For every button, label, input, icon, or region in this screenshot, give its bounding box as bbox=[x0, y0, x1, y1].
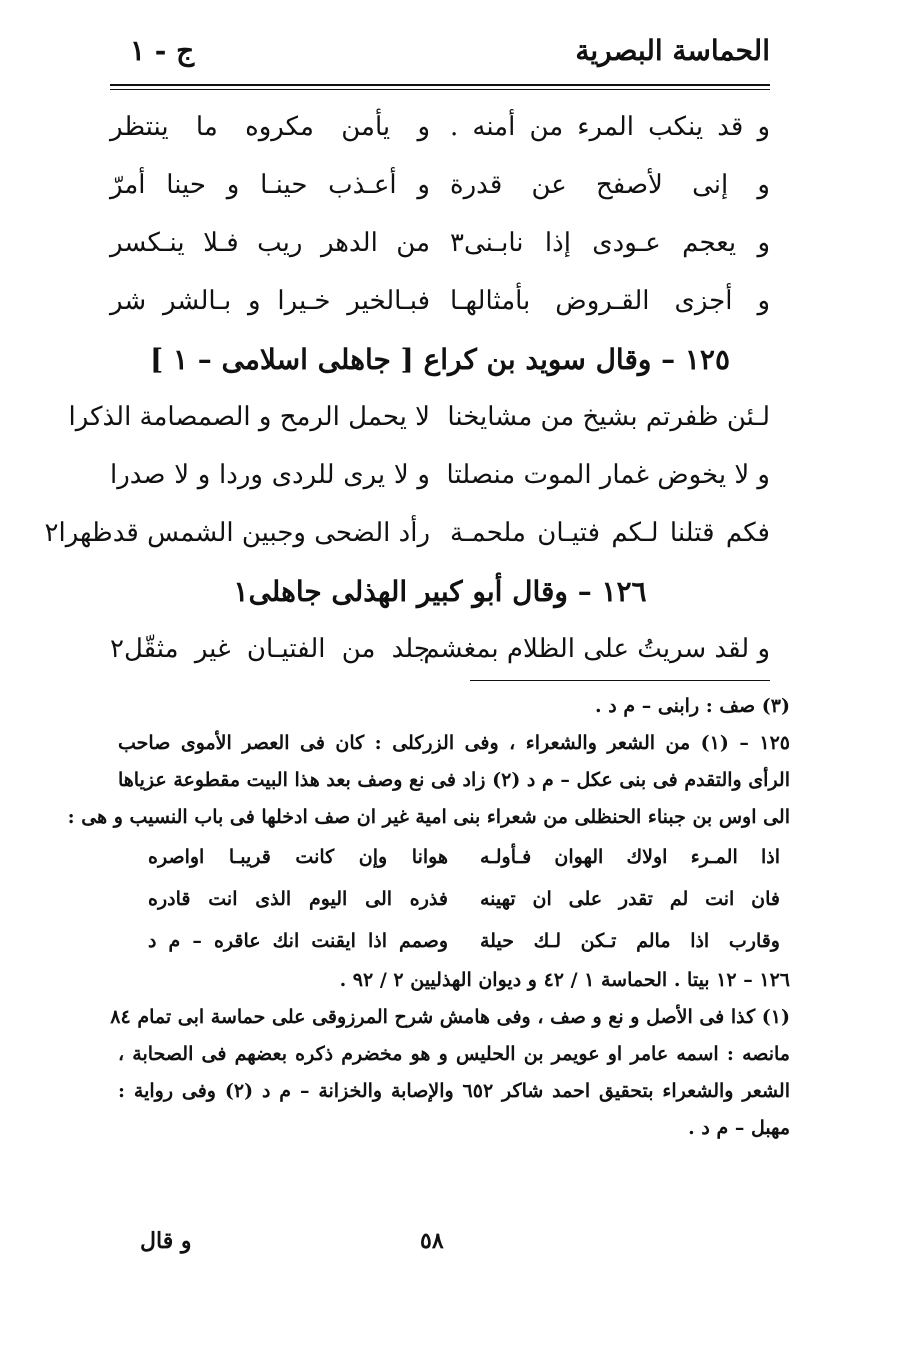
footnote-verse-second: وصمم اذا ايقنت انك عاقره – م د bbox=[148, 930, 448, 952]
footnote-line: مانصه : اسمه عامر او عويمر بن الحليس و هو مخضرم ذكره بعضهم فى الصحابة ، bbox=[118, 1043, 790, 1065]
footnote-line: (٣) صف : رابنى – م د . bbox=[595, 695, 790, 717]
footnote-line: ١٢٥ – (١) من الشعر والشعراء ، وفى الزركلى : كان فى العصر الأموى صاحب bbox=[118, 732, 790, 754]
verse-first-hemistich: و إنى لأصفح عن قدرة bbox=[450, 170, 770, 200]
verse-line bbox=[44, 504, 770, 562]
verse-line bbox=[110, 272, 770, 330]
footnote-verse-first: اذا المـرء اولاك الهوان فـأولـه bbox=[480, 846, 780, 868]
book-title: الحماسة البصرية bbox=[575, 34, 770, 67]
verse-second-hemistich: فبـالخير خـيرا و بـالشر شر bbox=[110, 286, 430, 316]
verse-second-hemistich: من الدهر ريب فـلا ينـكسر bbox=[110, 228, 430, 258]
verse-first-hemistich: و يعجم عـودى إذا نابـنى٣ bbox=[450, 228, 770, 258]
verse-first-hemistich: و لقد سريتُ على الظلام بمغشم bbox=[423, 634, 770, 664]
footnote-line: الى اوس بن جبناء الحنظلى من شعراء بنى امية غير ان صف ادخلها فى باب النسيب و هى : bbox=[67, 806, 790, 828]
verse-second-hemistich: و لا يرى للردى وردا و لا صدرا bbox=[110, 460, 430, 490]
footnote-line: الشعر والشعراء بتحقيق احمد شاكر ٦٥٢ والإصابة والخزانة – م د (٢) وفى رواية : bbox=[118, 1080, 790, 1102]
poem-heading-126: ١٢٦ – وقال أبو كبير الهذلى جاهلى١ bbox=[233, 574, 647, 608]
footnote-line: مهبل – م د . bbox=[688, 1117, 790, 1139]
verse-second-hemistich: لا يحمل الرمح و الصمصامة الذكرا bbox=[68, 402, 430, 432]
verse-second-hemistich: جلد من الفتيـان غير مثقّل٢ bbox=[110, 634, 430, 664]
footnote-verse-second: هوانا وإن كانت قريبـا اواصره bbox=[148, 846, 448, 868]
footnote-line: الرأى والتقدم فى بنى عكل – م د (٢) زاد فى نع وصف بعد هذا البيت مقطوعة عزياها bbox=[118, 769, 791, 791]
catchword: و قال bbox=[140, 1228, 192, 1254]
verse-second-hemistich: رأد الضحى وجبين الشمس قدظهرا٢ bbox=[44, 518, 430, 548]
verse-line bbox=[110, 98, 770, 156]
footnote-rule bbox=[470, 680, 770, 681]
verse-first-hemistich: لـئن ظفرتم بشيخ من مشايخنا bbox=[447, 402, 770, 432]
footnote-verse-first: وقارب اذا مالم تـكن لـك حيلة bbox=[480, 930, 780, 952]
verse-first-hemistich: و قد ينكب المرء من أمنه . bbox=[450, 112, 770, 142]
verse-first-hemistich: فكم قتلنا لـكم فتيـان ملحمـة bbox=[450, 518, 770, 548]
page-footer bbox=[110, 1228, 770, 1268]
verse-line bbox=[110, 214, 770, 272]
verse-line bbox=[110, 620, 770, 678]
footnote-verse-second: فذره الى اليوم الذى انت قادره bbox=[148, 888, 448, 910]
verse-line bbox=[110, 156, 770, 214]
verse-second-hemistich: و أعـذب حينـا و حينا أمرّ bbox=[110, 170, 430, 200]
running-header bbox=[110, 28, 770, 78]
verses-section bbox=[44, 98, 770, 678]
page-number: ٥٨ bbox=[420, 1228, 444, 1254]
volume-number: ج - ١ bbox=[130, 34, 195, 67]
header-rule bbox=[110, 84, 770, 90]
footnote-line: (١) كذا فى الأصل و نع و صف ، وفى هامش شرح المرزوقى على حماسة ابى تمام ٨٤ bbox=[110, 1006, 790, 1028]
footnote-verse bbox=[118, 836, 790, 878]
verse-line bbox=[68, 388, 770, 446]
verse-first-hemistich: و لا يخوض غمار الموت منصلتا bbox=[446, 460, 770, 490]
footnote-verse-first: فان انت لم تقدر على ان تهينه bbox=[480, 888, 780, 910]
verse-line bbox=[110, 446, 770, 504]
footnote-verse bbox=[118, 878, 790, 920]
poem-heading-125: ١٢٥ – وقال سويد بن كراع [ جاهلى اسلامى – ١ ] bbox=[150, 342, 730, 376]
footnote-verse bbox=[118, 920, 790, 962]
verse-first-hemistich: و أجزى القـروض بأمثالهـا bbox=[450, 286, 770, 316]
verse-second-hemistich: و يأمن مكروه ما ينتظر bbox=[110, 112, 430, 142]
footnote-line: ١٢٦ – ١٢ بيتا . الحماسة ١ / ٤٢ و ديوان الهذليين ٢ / ٩٢ . bbox=[339, 969, 790, 991]
footnotes bbox=[67, 688, 791, 1147]
